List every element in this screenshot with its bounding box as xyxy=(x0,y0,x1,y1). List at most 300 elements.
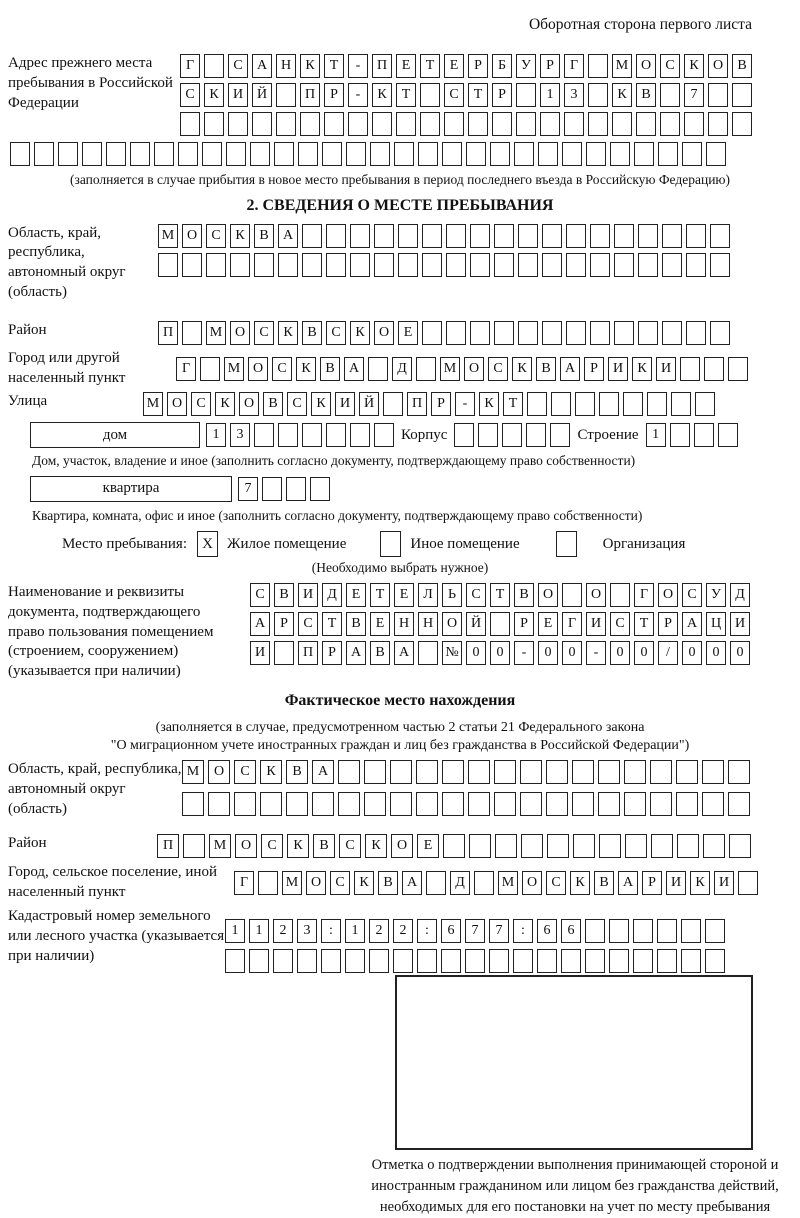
char-cell[interactable]: Н xyxy=(418,612,438,636)
char-cell[interactable] xyxy=(398,253,418,277)
char-cell[interactable]: Р xyxy=(658,612,678,636)
char-cell[interactable] xyxy=(383,392,403,416)
char-cell[interactable]: К xyxy=(570,871,590,895)
char-cell[interactable] xyxy=(662,224,682,248)
char-cell[interactable]: А xyxy=(278,224,298,248)
char-cell[interactable] xyxy=(518,253,538,277)
char-cell[interactable] xyxy=(302,253,322,277)
char-cell[interactable] xyxy=(416,357,436,381)
char-cell[interactable]: И xyxy=(666,871,686,895)
char-cell[interactable] xyxy=(728,760,750,784)
char-cell[interactable]: П xyxy=(298,641,318,665)
char-cell[interactable]: 6 xyxy=(441,919,461,943)
char-cell[interactable]: 0 xyxy=(682,641,702,665)
char-cell[interactable]: Г xyxy=(564,54,584,78)
char-cell[interactable]: Г xyxy=(634,583,654,607)
char-cell[interactable]: А xyxy=(344,357,364,381)
char-cell[interactable] xyxy=(470,321,490,345)
char-cell[interactable]: Г xyxy=(176,357,196,381)
char-cell[interactable] xyxy=(710,253,730,277)
char-cell[interactable]: В xyxy=(346,612,366,636)
char-cell[interactable] xyxy=(609,919,629,943)
char-cell[interactable]: 6 xyxy=(537,919,557,943)
char-cell[interactable] xyxy=(302,423,322,447)
char-cell[interactable] xyxy=(572,792,594,816)
char-cell[interactable] xyxy=(706,142,726,166)
char-cell[interactable] xyxy=(686,224,706,248)
char-cell[interactable] xyxy=(204,54,224,78)
char-cell[interactable]: Е xyxy=(398,321,418,345)
char-cell[interactable] xyxy=(566,224,586,248)
char-cell[interactable] xyxy=(468,760,490,784)
char-cell[interactable] xyxy=(609,949,629,973)
char-cell[interactable]: С xyxy=(272,357,292,381)
char-cell[interactable] xyxy=(443,834,465,858)
char-cell[interactable] xyxy=(494,760,516,784)
char-cell[interactable]: К xyxy=(354,871,374,895)
char-cell[interactable]: Р xyxy=(584,357,604,381)
char-cell[interactable]: А xyxy=(394,641,414,665)
char-cell[interactable]: М xyxy=(498,871,518,895)
char-cell[interactable] xyxy=(492,112,512,136)
char-cell[interactable] xyxy=(350,253,370,277)
char-cell[interactable]: А xyxy=(346,641,366,665)
checkbox-organization[interactable] xyxy=(556,531,577,557)
char-cell[interactable]: К xyxy=(479,392,499,416)
char-cell[interactable]: В xyxy=(263,392,283,416)
char-cell[interactable] xyxy=(518,321,538,345)
char-cell[interactable] xyxy=(705,919,725,943)
char-cell[interactable] xyxy=(276,83,296,107)
char-cell[interactable] xyxy=(610,583,630,607)
char-cell[interactable] xyxy=(322,142,342,166)
char-cell[interactable] xyxy=(676,792,698,816)
char-cell[interactable]: В xyxy=(514,583,534,607)
char-cell[interactable] xyxy=(634,142,654,166)
char-cell[interactable]: А xyxy=(312,760,334,784)
char-cell[interactable]: : xyxy=(321,919,341,943)
char-cell[interactable]: Ь xyxy=(442,583,462,607)
char-cell[interactable]: С xyxy=(466,583,486,607)
char-cell[interactable]: С xyxy=(261,834,283,858)
char-cell[interactable]: С xyxy=(254,321,274,345)
char-cell[interactable] xyxy=(200,357,220,381)
char-cell[interactable] xyxy=(677,834,699,858)
char-cell[interactable] xyxy=(494,321,514,345)
char-cell[interactable] xyxy=(82,142,102,166)
char-cell[interactable]: Т xyxy=(420,54,440,78)
char-cell[interactable]: И xyxy=(298,583,318,607)
char-cell[interactable] xyxy=(686,253,706,277)
char-cell[interactable]: Т xyxy=(468,83,488,107)
char-cell[interactable]: Й xyxy=(466,612,486,636)
char-cell[interactable] xyxy=(561,949,581,973)
char-cell[interactable] xyxy=(514,142,534,166)
char-cell[interactable]: К xyxy=(230,224,250,248)
char-cell[interactable] xyxy=(670,423,690,447)
char-cell[interactable]: Г xyxy=(234,871,254,895)
char-cell[interactable]: Е xyxy=(396,54,416,78)
char-cell[interactable] xyxy=(527,392,547,416)
char-cell[interactable]: Б xyxy=(492,54,512,78)
char-cell[interactable] xyxy=(374,224,394,248)
char-cell[interactable]: Р xyxy=(642,871,662,895)
char-cell[interactable] xyxy=(390,760,412,784)
char-cell[interactable] xyxy=(657,919,677,943)
char-cell[interactable]: Д xyxy=(322,583,342,607)
char-cell[interactable] xyxy=(704,357,724,381)
char-cell[interactable] xyxy=(274,142,294,166)
char-cell[interactable]: Ц xyxy=(706,612,726,636)
char-cell[interactable]: № xyxy=(442,641,462,665)
char-cell[interactable]: К xyxy=(372,83,392,107)
char-cell[interactable] xyxy=(650,760,672,784)
char-cell[interactable] xyxy=(658,142,678,166)
char-cell[interactable] xyxy=(274,641,294,665)
char-cell[interactable] xyxy=(610,142,630,166)
char-cell[interactable] xyxy=(394,142,414,166)
char-cell[interactable]: 1 xyxy=(646,423,666,447)
char-cell[interactable]: П xyxy=(407,392,427,416)
char-cell[interactable]: К xyxy=(690,871,710,895)
char-cell[interactable] xyxy=(494,224,514,248)
char-cell[interactable]: В xyxy=(370,641,390,665)
char-cell[interactable] xyxy=(183,834,205,858)
char-cell[interactable] xyxy=(633,919,653,943)
char-cell[interactable] xyxy=(538,142,558,166)
char-cell[interactable]: М xyxy=(282,871,302,895)
char-cell[interactable] xyxy=(710,321,730,345)
char-cell[interactable] xyxy=(182,792,204,816)
char-cell[interactable] xyxy=(158,253,178,277)
char-cell[interactable] xyxy=(260,792,282,816)
char-cell[interactable] xyxy=(416,792,438,816)
char-cell[interactable] xyxy=(703,834,725,858)
char-cell[interactable]: П xyxy=(158,321,178,345)
char-cell[interactable]: 2 xyxy=(393,919,413,943)
char-cell[interactable]: 0 xyxy=(730,641,750,665)
char-cell[interactable]: В xyxy=(636,83,656,107)
char-cell[interactable] xyxy=(728,792,750,816)
char-cell[interactable] xyxy=(590,321,610,345)
char-cell[interactable] xyxy=(520,792,542,816)
char-cell[interactable] xyxy=(680,357,700,381)
char-cell[interactable] xyxy=(321,949,341,973)
char-cell[interactable]: - xyxy=(586,641,606,665)
char-cell[interactable] xyxy=(624,792,646,816)
char-cell[interactable]: М xyxy=(158,224,178,248)
char-cell[interactable]: М xyxy=(182,760,204,784)
char-cell[interactable] xyxy=(422,253,442,277)
char-cell[interactable] xyxy=(588,83,608,107)
char-cell[interactable]: И xyxy=(586,612,606,636)
char-cell[interactable]: 3 xyxy=(230,423,250,447)
char-cell[interactable] xyxy=(705,949,725,973)
char-cell[interactable] xyxy=(542,321,562,345)
char-cell[interactable] xyxy=(575,392,595,416)
char-cell[interactable] xyxy=(732,112,752,136)
char-cell[interactable] xyxy=(254,423,274,447)
char-cell[interactable] xyxy=(465,949,485,973)
char-cell[interactable]: К xyxy=(204,83,224,107)
char-cell[interactable]: Д xyxy=(450,871,470,895)
char-cell[interactable] xyxy=(442,792,464,816)
char-cell[interactable]: Т xyxy=(503,392,523,416)
char-cell[interactable] xyxy=(326,253,346,277)
char-cell[interactable] xyxy=(298,142,318,166)
char-cell[interactable]: Р xyxy=(492,83,512,107)
char-cell[interactable] xyxy=(612,112,632,136)
char-cell[interactable] xyxy=(446,224,466,248)
char-cell[interactable] xyxy=(614,321,634,345)
char-cell[interactable] xyxy=(650,792,672,816)
char-cell[interactable] xyxy=(252,112,272,136)
char-cell[interactable]: С xyxy=(339,834,361,858)
char-cell[interactable]: С xyxy=(444,83,464,107)
char-cell[interactable]: С xyxy=(191,392,211,416)
char-cell[interactable] xyxy=(590,224,610,248)
char-cell[interactable] xyxy=(234,792,256,816)
char-cell[interactable]: О xyxy=(636,54,656,78)
char-cell[interactable]: Й xyxy=(359,392,379,416)
char-cell[interactable]: К xyxy=(260,760,282,784)
char-cell[interactable] xyxy=(130,142,150,166)
char-cell[interactable] xyxy=(474,871,494,895)
char-cell[interactable]: А xyxy=(252,54,272,78)
char-cell[interactable] xyxy=(106,142,126,166)
char-cell[interactable] xyxy=(326,423,346,447)
char-cell[interactable]: 0 xyxy=(634,641,654,665)
char-cell[interactable]: О xyxy=(167,392,187,416)
char-cell[interactable] xyxy=(585,949,605,973)
char-cell[interactable] xyxy=(573,834,595,858)
char-cell[interactable] xyxy=(686,321,706,345)
char-cell[interactable] xyxy=(250,142,270,166)
char-cell[interactable]: В xyxy=(286,760,308,784)
char-cell[interactable]: И xyxy=(250,641,270,665)
char-cell[interactable]: 3 xyxy=(297,919,317,943)
char-cell[interactable] xyxy=(660,112,680,136)
char-cell[interactable] xyxy=(426,871,446,895)
char-cell[interactable]: 0 xyxy=(490,641,510,665)
char-cell[interactable] xyxy=(345,949,365,973)
char-cell[interactable]: И xyxy=(335,392,355,416)
char-cell[interactable]: К xyxy=(300,54,320,78)
char-cell[interactable]: О xyxy=(522,871,542,895)
char-cell[interactable]: О xyxy=(306,871,326,895)
char-cell[interactable] xyxy=(588,112,608,136)
char-cell[interactable] xyxy=(441,949,461,973)
char-cell[interactable] xyxy=(572,760,594,784)
char-cell[interactable]: М xyxy=(224,357,244,381)
char-cell[interactable] xyxy=(312,792,334,816)
char-cell[interactable] xyxy=(442,142,462,166)
char-cell[interactable] xyxy=(502,423,522,447)
char-cell[interactable]: Е xyxy=(417,834,439,858)
char-cell[interactable] xyxy=(590,253,610,277)
char-cell[interactable] xyxy=(422,321,442,345)
char-cell[interactable]: С xyxy=(234,760,256,784)
char-cell[interactable] xyxy=(444,112,464,136)
char-cell[interactable] xyxy=(694,423,714,447)
char-cell[interactable]: 7 xyxy=(238,477,258,501)
char-cell[interactable] xyxy=(547,834,569,858)
char-cell[interactable]: 3 xyxy=(564,83,584,107)
char-cell[interactable] xyxy=(495,834,517,858)
char-cell[interactable]: В xyxy=(594,871,614,895)
char-cell[interactable]: 2 xyxy=(369,919,389,943)
char-cell[interactable]: О xyxy=(248,357,268,381)
char-cell[interactable]: О xyxy=(586,583,606,607)
char-cell[interactable] xyxy=(513,949,533,973)
char-cell[interactable] xyxy=(182,253,202,277)
char-cell[interactable] xyxy=(598,760,620,784)
char-cell[interactable]: К xyxy=(365,834,387,858)
char-cell[interactable] xyxy=(393,949,413,973)
char-cell[interactable]: 1 xyxy=(249,919,269,943)
char-cell[interactable] xyxy=(254,253,274,277)
char-cell[interactable] xyxy=(364,760,386,784)
char-cell[interactable] xyxy=(442,760,464,784)
char-cell[interactable] xyxy=(738,871,758,895)
char-cell[interactable] xyxy=(681,919,701,943)
char-cell[interactable] xyxy=(302,224,322,248)
char-cell[interactable] xyxy=(208,792,230,816)
char-cell[interactable] xyxy=(348,112,368,136)
char-cell[interactable] xyxy=(418,641,438,665)
char-cell[interactable] xyxy=(662,253,682,277)
char-cell[interactable] xyxy=(454,423,474,447)
char-cell[interactable] xyxy=(633,949,653,973)
char-cell[interactable]: И xyxy=(730,612,750,636)
char-cell[interactable]: В xyxy=(313,834,335,858)
char-cell[interactable]: А xyxy=(560,357,580,381)
char-cell[interactable] xyxy=(490,142,510,166)
char-cell[interactable] xyxy=(370,142,390,166)
char-cell[interactable]: Е xyxy=(538,612,558,636)
char-cell[interactable] xyxy=(684,112,704,136)
char-cell[interactable]: К xyxy=(684,54,704,78)
char-cell[interactable]: Н xyxy=(276,54,296,78)
char-cell[interactable] xyxy=(708,112,728,136)
char-cell[interactable]: Т xyxy=(370,583,390,607)
char-cell[interactable]: С xyxy=(206,224,226,248)
char-cell[interactable] xyxy=(368,357,388,381)
char-cell[interactable] xyxy=(676,760,698,784)
char-cell[interactable] xyxy=(300,112,320,136)
char-cell[interactable] xyxy=(225,949,245,973)
char-cell[interactable]: О xyxy=(182,224,202,248)
char-cell[interactable] xyxy=(350,224,370,248)
char-cell[interactable] xyxy=(638,253,658,277)
char-cell[interactable]: Р xyxy=(431,392,451,416)
char-cell[interactable]: 0 xyxy=(562,641,582,665)
char-cell[interactable] xyxy=(729,834,751,858)
char-cell[interactable] xyxy=(324,112,344,136)
char-cell[interactable] xyxy=(489,949,509,973)
char-cell[interactable]: Г xyxy=(180,54,200,78)
char-cell[interactable]: - xyxy=(348,83,368,107)
char-cell[interactable] xyxy=(625,834,647,858)
char-cell[interactable]: Р xyxy=(514,612,534,636)
char-cell[interactable] xyxy=(326,224,346,248)
char-cell[interactable] xyxy=(537,949,557,973)
char-cell[interactable]: Д xyxy=(392,357,412,381)
char-cell[interactable] xyxy=(338,760,360,784)
char-cell[interactable] xyxy=(230,253,250,277)
char-cell[interactable]: 7 xyxy=(489,919,509,943)
char-cell[interactable] xyxy=(276,112,296,136)
char-cell[interactable] xyxy=(350,423,370,447)
char-cell[interactable]: К xyxy=(287,834,309,858)
char-cell[interactable] xyxy=(417,949,437,973)
char-cell[interactable]: Т xyxy=(490,583,510,607)
char-cell[interactable]: М xyxy=(143,392,163,416)
char-cell[interactable]: 1 xyxy=(345,919,365,943)
char-cell[interactable] xyxy=(369,949,389,973)
char-cell[interactable] xyxy=(262,477,282,501)
char-cell[interactable]: В xyxy=(732,54,752,78)
char-cell[interactable] xyxy=(657,949,677,973)
char-cell[interactable]: И xyxy=(608,357,628,381)
char-cell[interactable]: 7 xyxy=(465,919,485,943)
char-cell[interactable] xyxy=(154,142,174,166)
char-cell[interactable] xyxy=(58,142,78,166)
char-cell[interactable]: 0 xyxy=(610,641,630,665)
char-cell[interactable] xyxy=(278,423,298,447)
char-cell[interactable]: Т xyxy=(634,612,654,636)
char-cell[interactable] xyxy=(286,477,306,501)
char-cell[interactable] xyxy=(614,224,634,248)
char-cell[interactable]: О xyxy=(464,357,484,381)
char-cell[interactable]: - xyxy=(348,54,368,78)
char-cell[interactable] xyxy=(446,321,466,345)
char-cell[interactable] xyxy=(202,142,222,166)
char-cell[interactable]: Р xyxy=(274,612,294,636)
char-cell[interactable]: И xyxy=(656,357,676,381)
char-cell[interactable]: К xyxy=(350,321,370,345)
char-cell[interactable] xyxy=(466,142,486,166)
char-cell[interactable]: Р xyxy=(322,641,342,665)
char-cell[interactable]: В xyxy=(536,357,556,381)
char-cell[interactable] xyxy=(681,949,701,973)
char-cell[interactable] xyxy=(546,760,568,784)
char-cell[interactable] xyxy=(660,83,680,107)
char-cell[interactable]: Д xyxy=(730,583,750,607)
char-cell[interactable]: / xyxy=(658,641,678,665)
char-cell[interactable] xyxy=(372,112,392,136)
char-cell[interactable]: С xyxy=(660,54,680,78)
char-cell[interactable]: К xyxy=(278,321,298,345)
char-cell[interactable]: О xyxy=(230,321,250,345)
char-cell[interactable]: К xyxy=(512,357,532,381)
char-cell[interactable] xyxy=(490,612,510,636)
char-cell[interactable]: Е xyxy=(444,54,464,78)
char-cell[interactable]: : xyxy=(513,919,533,943)
char-cell[interactable]: О xyxy=(374,321,394,345)
char-cell[interactable]: В xyxy=(274,583,294,607)
char-cell[interactable] xyxy=(516,83,536,107)
char-cell[interactable]: С xyxy=(610,612,630,636)
char-cell[interactable] xyxy=(566,253,586,277)
char-cell[interactable] xyxy=(390,792,412,816)
char-cell[interactable]: М xyxy=(440,357,460,381)
char-cell[interactable]: С xyxy=(228,54,248,78)
char-cell[interactable] xyxy=(682,142,702,166)
char-cell[interactable] xyxy=(614,253,634,277)
char-cell[interactable] xyxy=(732,83,752,107)
char-cell[interactable] xyxy=(416,760,438,784)
